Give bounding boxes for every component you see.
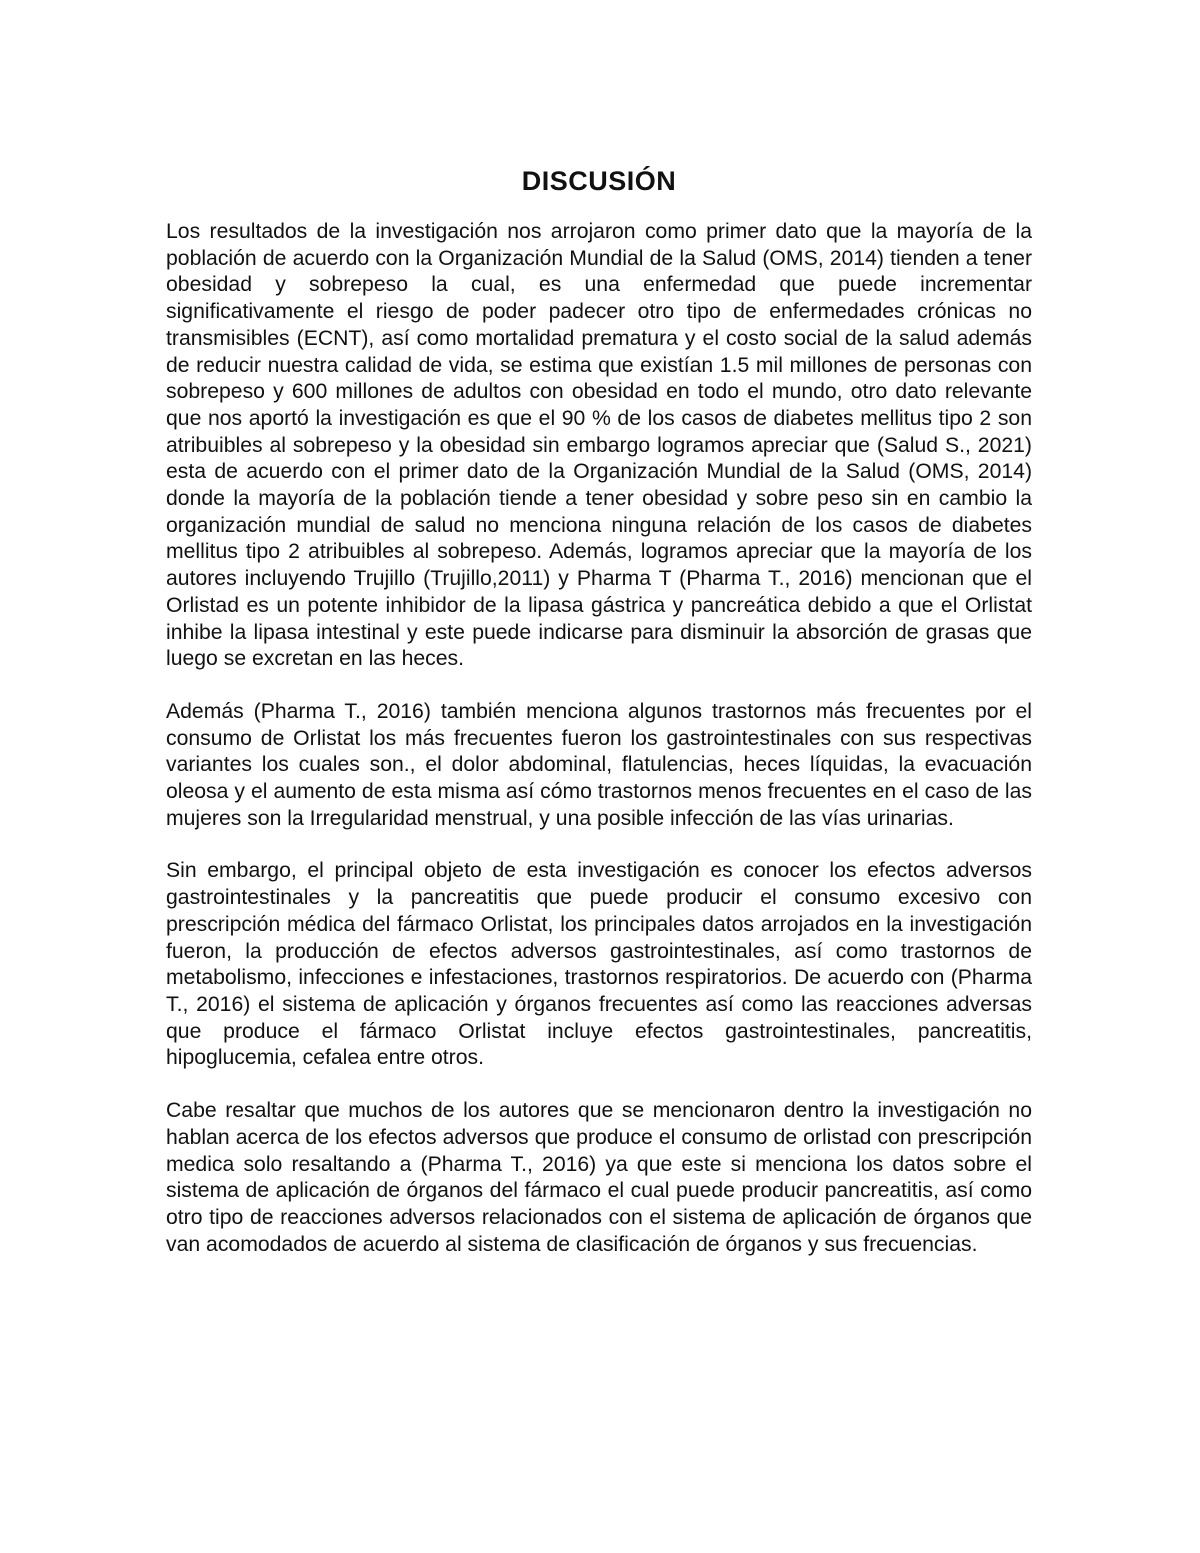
document-body	[166, 165, 1032, 1258]
paragraph-2: Además (Pharma T., 2016) también menciona algunos trastornos más frecuentes por el consumo de Orlistat los más frecuentes fueron los gastrointestinales con sus respectivas variantes los cuales son., el dolor abdominal, flatulencias, heces líquidas, la evacuación oleosa y el aumento de esta misma así cómo trastornos menos frecuentes en el caso de las mujeres son la Irregularidad menstrual, y una posible infección de las vías urinarias.	[166, 699, 1032, 830]
paragraph-3: Sin embargo, el principal objeto de esta investigación es conocer los efectos adversos gastrointestinales y la pancreatitis que puede producir el consumo excesivo con prescripción médica del fármaco Orlistat, los principales datos arrojados en la investigación fueron, la producción de efectos adversos gastrointestinales, así como trastornos de metabolismo, infecciones e infestaciones, trastornos respiratorios. De acuerdo con (Pharma T., 2016) el sistema de aplicación y órganos frecuentes así como las reacciones adversas que produce el fármaco Orlistat incluye efectos gastrointestinales, pancreatitis, hipoglucemia, cefalea entre otros.	[166, 859, 1032, 1070]
page-title: DISCUSIÓN	[521, 166, 677, 196]
paragraph-4: Cabe resaltar que muchos de los autores que se mencionaron dentro la investigación no hablan acerca de los efectos adversos que produce el consumo de orlistad con prescripción medica solo resaltando a (Pharma T., 2016) ya que este si menciona los datos sobre el sistema de aplicación de órganos del fármaco el cual puede producir pancreatitis, así como otro tipo de reacciones adversos relacionados con el sistema de aplicación de órganos que van acomodados de acuerdo al sistema de clasificación de órganos y sus frecuencias.	[166, 1099, 1032, 1256]
paragraph-1: Los resultados de la investigación nos arrojaron como primer dato que la mayoría de la población de acuerdo con la Organización Mundial de la Salud (OMS, 2014) tienden a tener obesidad y sobrepeso la cual, es una enfermedad que puede incrementar significativamente el riesgo de poder padecer otro tipo de enfermedades crónicas no transmisibles (ECNT), así como mortalidad prematura y el costo social de la salud además de reducir nuestra calidad de vida, se estima que existían 1.5 mil millones de personas con sobrepeso y 600 millones de adultos con obesidad en todo el mundo, otro dato relevante que nos aportó la investigación es que el 90 % de los casos de diabetes mellitus tipo 2 son atribuibles al sobrepeso y la obesidad sin embargo logramos apreciar que (Salud S., 2021) esta de acuerdo con el primer dato de la Organización Mundial de la Salud (OMS, 2014) donde la mayoría de la población tiende a tener obesidad y sobre peso sin en cambio la organización mundial de salud no menciona ninguna relación de los casos de diabetes mellitus tipo 2 atribuibles al sobrepeso. Además, logramos apreciar que la mayoría de los autores incluyendo Trujillo (Trujillo,2011) y Pharma T (Pharma T., 2016) mencionan que el Orlistad es un potente inhibidor de la lipasa gástrica y pancreática debido a que el Orlistat inhibe la lipasa intestinal y este puede indicarse para disminuir la absorción de grasas que luego se excretan en las heces.	[166, 220, 1032, 671]
